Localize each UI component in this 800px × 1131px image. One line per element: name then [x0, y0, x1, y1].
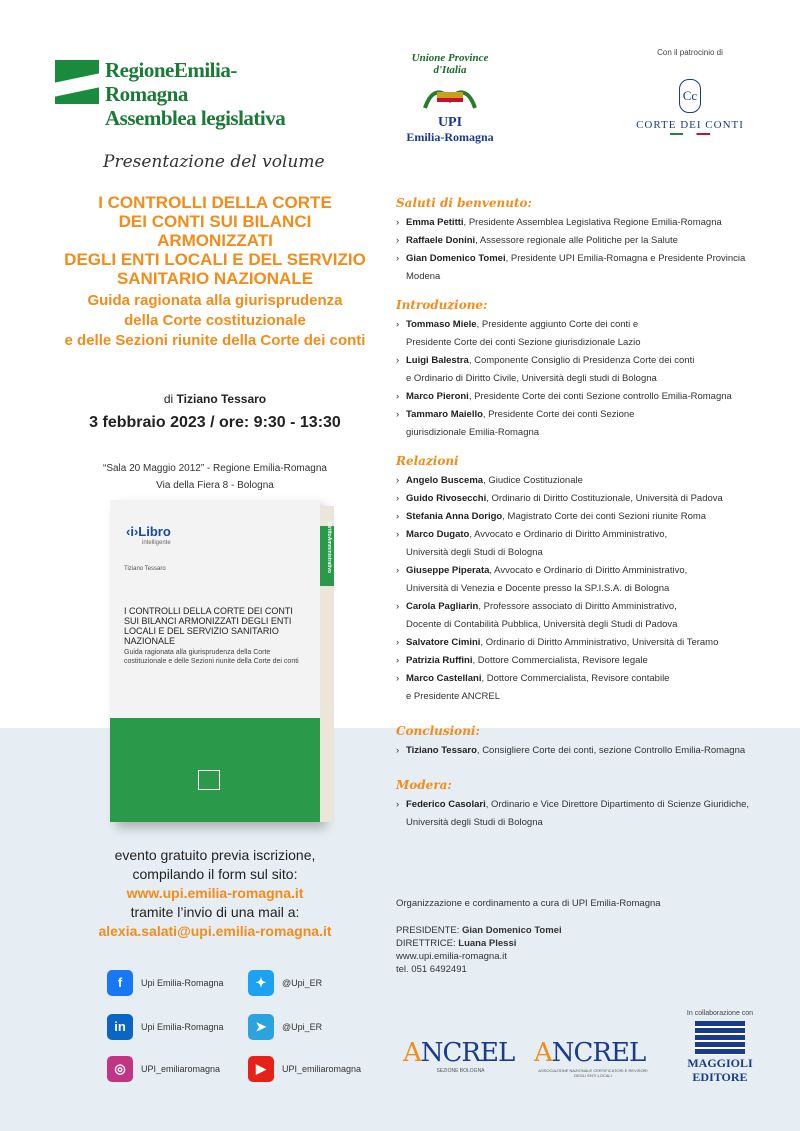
program-entry [396, 526, 766, 562]
speaker-role: , Avvocato e Ordinario di Diritto Amministrativo, [489, 565, 688, 576]
program-entry [396, 634, 766, 652]
program-entry [396, 742, 766, 760]
rer-line2: Assemblea legislativa [105, 106, 286, 130]
maggioli-book-icon [198, 770, 220, 790]
ancrel-national-logo: ANCREL ASSOCIAZIONE NAZIONALE CERTIFICATORI E REVISORI DEGLI ENTI LOCALI [534, 1038, 652, 1078]
regione-emilia-romagna-logo [55, 58, 295, 130]
program-entry [396, 406, 766, 442]
program-entry [396, 214, 766, 232]
title-line: DEGLI ENTI LOCALI E DEL SERVIZIO [64, 250, 366, 269]
venue [40, 460, 390, 494]
program-entry [396, 508, 766, 526]
speaker-name: Patrizia Ruffini [406, 655, 473, 666]
speaker-name: Salvatore Cimini [406, 637, 481, 648]
book-title: I CONTROLLI DELLA CORTE DEI CONTI SUI BILANCI ARMONIZZATI DEGLI ENTI LOCALI E DEL SERVIZIO SANITARIO NAZIONALE [124, 606, 293, 646]
org-director: DIRETTRICE: Luana Plessi [396, 938, 517, 949]
maggioli-logo: In collaborazione con MAGGIOLI EDITORE [675, 1010, 765, 1083]
speaker-name: Gian Domenico Tomei [406, 253, 506, 264]
registration-site-link[interactable]: www.upi.emilia-romagna.it [126, 885, 304, 901]
speaker-role: , Professore associato di Diritto Amministrativo, [478, 601, 677, 612]
upi-name: UPI [437, 115, 463, 130]
speaker-role: , Dottore Commercialista, Revisore contabile [481, 673, 670, 684]
speaker-role: , Ordinario e Vice Direttore Dipartimento di Scienze Giuridiche, [485, 799, 750, 810]
patrocinio-label: Con il patrocinio di [657, 48, 723, 57]
youtube-icon: ▶ [248, 1056, 274, 1082]
speaker-role: , Avvocato e Ordinario di Diritto Amministrativo, [469, 529, 668, 540]
speaker-name: Marco Castellani [406, 673, 482, 684]
upi-logo [395, 52, 505, 152]
maggioli-icon [695, 1021, 745, 1055]
program [396, 196, 766, 832]
speaker-name: Federico Casolari [406, 799, 486, 810]
program-entry [396, 652, 766, 670]
speaker-role-cont: Docente di Contabilità Pubblica, Università degli Studi di Padova [406, 619, 678, 630]
linkedin-icon: in [107, 1014, 133, 1040]
program-entry [396, 232, 766, 250]
reg-line1: evento gratuito previa iscrizione, [114, 847, 316, 863]
speaker-role-cont: Modena [406, 271, 441, 282]
linkedin-label: Upi Emilia-Romagna [141, 1022, 224, 1032]
speaker-name: Tiziano Tessaro [406, 745, 477, 756]
author-line [40, 392, 390, 406]
event-title [40, 193, 390, 351]
speaker-role: , Ordinario di Diritto Amministrativo, Università di Teramo [480, 637, 719, 648]
telegram-icon: ➤ [248, 1014, 274, 1040]
reg-line3: tramite l’invio di una mail a: [130, 904, 300, 920]
speaker-name: Raffaele Donini [406, 235, 476, 246]
modera-list [396, 796, 766, 832]
rer-line1: RegioneEmilia-Romagna [105, 58, 237, 106]
saluti-heading: Saluti di benvenuto: [396, 196, 532, 210]
registration-info [40, 846, 390, 941]
org-site-link[interactable]: www.upi.emilia-romagna.it [396, 951, 507, 962]
speaker-role: , Presidente Corte dei conti Sezione controllo Emilia-Romagna [468, 391, 732, 402]
speaker-role-cont: giurisdizionale Emilia-Romagna [406, 427, 540, 438]
book-author: Tiziano Tessaro [124, 566, 166, 572]
speaker-name: Carola Pagliarin [406, 601, 479, 612]
speaker-role-cont: e Ordinario di Diritto Civile, Università degli studi di Bologna [406, 373, 657, 384]
corte-conti-name: CORTE DEI CONTI [636, 119, 744, 131]
instagram-label: UPI_emiliaromagna [141, 1064, 221, 1074]
speaker-role: , Componente Consiglio di Presidenza Corte dei conti [468, 355, 695, 366]
program-entry [396, 472, 766, 490]
speaker-role-cont: Università degli Studi di Bologna [406, 817, 543, 828]
relazioni-list [396, 472, 766, 706]
corte-conti-mark: Cc [679, 79, 701, 113]
org-tel: tel. 051 6492491 [396, 964, 467, 975]
venue-line2: Via della Fiera 8 - Bologna [156, 480, 274, 491]
speaker-name: Emma Petitti [406, 217, 464, 228]
speaker-role: , Presidente Corte dei conti Sezione [482, 409, 635, 420]
patrocinio-block [620, 48, 760, 135]
ancrel-bologna-sub: SEZIONE BOLOGNA [436, 1068, 485, 1074]
speaker-name: Giuseppe Piperata [406, 565, 490, 576]
org-president: PRESIDENTE: Gian Domenico Tomei [396, 925, 562, 936]
crown-icon [423, 80, 477, 110]
presentazione-label: Presentazione del volume [103, 152, 325, 172]
intro-list [396, 316, 766, 442]
book-subtitle: Guida ragionata alla giurisprudenza della Corte costituzionale e delle Sezioni riunite della Corte dei conti [124, 649, 299, 665]
subtitle-line: e delle Sezioni riunite della Corte dei conti [64, 332, 366, 349]
speaker-name: Guido Rivosecchi [406, 493, 487, 504]
upi-sub: Emilia-Romagna [406, 130, 494, 144]
speaker-name: Tammaro Maiello [406, 409, 483, 420]
org-line: Organizzazione e cordinamento a cura di UPI Emilia-Romagna [396, 898, 661, 909]
speaker-role-cont: e Presidente ANCREL [406, 691, 500, 702]
book-cover [110, 500, 332, 822]
twitter-label: @Upi_ER [282, 978, 323, 988]
speaker-role: , Consigliere Corte dei conti, sezione Controllo Emilia-Romagna [476, 745, 746, 756]
speaker-name: Angelo Buscema [406, 475, 484, 486]
book-brand-sub: intelligente [142, 540, 171, 546]
speaker-role: , Presidente Assemblea Legislativa Regione Emilia-Romagna [463, 217, 722, 228]
speaker-role: , Presidente UPI Emilia-Romagna e Presidente Provincia [505, 253, 746, 264]
registration-email-link[interactable]: alexia.salati@upi.emilia-romagna.it [98, 923, 332, 939]
program-entry [396, 796, 766, 832]
facebook-icon: f [107, 970, 133, 996]
speaker-role: , Presidente aggiunto Corte dei conti e [476, 319, 639, 330]
title-line: I CONTROLLI DELLA CORTE [98, 193, 332, 212]
program-entry [396, 316, 766, 352]
speaker-role-cont: Università degli Studi di Bologna [406, 547, 543, 558]
venue-line1: “Sala 20 Maggio 2012” - Regione Emilia-Romagna [102, 463, 327, 474]
title-line: DEI CONTI SUI BILANCI [118, 212, 312, 231]
intro-heading: Introduzione: [396, 298, 488, 312]
conclusioni-list [396, 742, 766, 760]
italian-flag-stripe [670, 133, 710, 135]
book-spine-text: DirittoAmministrativo [326, 522, 332, 574]
modera-heading: Modera: [396, 778, 452, 792]
speaker-role-cont: Presidente Corte dei conti Sezione giurisdizionale Lazio [406, 337, 641, 348]
author-prefix: di [163, 392, 174, 406]
subtitle-line: Guida ragionata alla giurisprudenza [87, 292, 343, 309]
title-line: ARMONIZZATI [157, 231, 273, 250]
reg-line2: compilando il form sul sito: [132, 866, 298, 882]
title-line: SANITARIO NAZIONALE [116, 269, 314, 288]
facebook-label: Upi Emilia-Romagna [141, 978, 224, 988]
upi-arc-text: Unione Province d'Italia [411, 52, 489, 76]
twitter-icon: ✦ [248, 970, 274, 996]
program-entry [396, 598, 766, 634]
ancrel-national-sub: ASSOCIAZIONE NAZIONALE CERTIFICATORI E REVISORI DEGLI ENTI LOCALI [538, 1068, 648, 1078]
collab-label: In collaborazione con [686, 1010, 754, 1017]
ancrel-bologna-logo: ANCREL SEZIONE BOLOGNA [403, 1038, 518, 1074]
speaker-role: , Dottore Commercialista, Revisore legale [472, 655, 648, 666]
telegram-label: @Upi_ER [282, 1022, 323, 1032]
conclusioni-heading: Conclusioni: [396, 724, 480, 738]
book-brand: ‹i›Libro [126, 524, 171, 539]
program-entry [396, 490, 766, 508]
speaker-name: Luigi Balestra [406, 355, 469, 366]
speaker-role-cont: Università di Venezia e Docente presso la SP.I.S.A. di Bologna [406, 583, 670, 594]
relazioni-heading: Relazioni [396, 454, 459, 468]
program-entry [396, 388, 766, 406]
subtitle-line: della Corte costituzionale [124, 312, 306, 329]
program-entry [396, 250, 766, 286]
event-date: 3 febbraio 2023 / ore: 9:30 - 13:30 [89, 414, 341, 431]
speaker-role: , Assessore regionale alle Politiche per la Salute [475, 235, 678, 246]
youtube-label: UPI_emiliaromagna [282, 1064, 362, 1074]
program-entry [396, 670, 766, 706]
regione-flag-icon [55, 60, 99, 104]
speaker-role: , Magistrato Corte dei conti Sezioni riunite Roma [502, 511, 707, 522]
speaker-role: , Giudice Costituzionale [483, 475, 583, 486]
organization-info [396, 897, 776, 976]
speaker-name: Tommaso Miele [406, 319, 477, 330]
speaker-name: Marco Pieroni [406, 391, 469, 402]
saluti-list [396, 214, 766, 286]
author-name: Tiziano Tessaro [176, 392, 267, 406]
speaker-name: Marco Dugato [406, 529, 470, 540]
program-entry [396, 562, 766, 598]
speaker-name: Stefania Anna Dorigo [406, 511, 503, 522]
program-entry [396, 352, 766, 388]
instagram-icon: ◎ [107, 1056, 133, 1082]
speaker-role: , Ordinario di Diritto Costituzionale, Università di Padova [486, 493, 723, 504]
